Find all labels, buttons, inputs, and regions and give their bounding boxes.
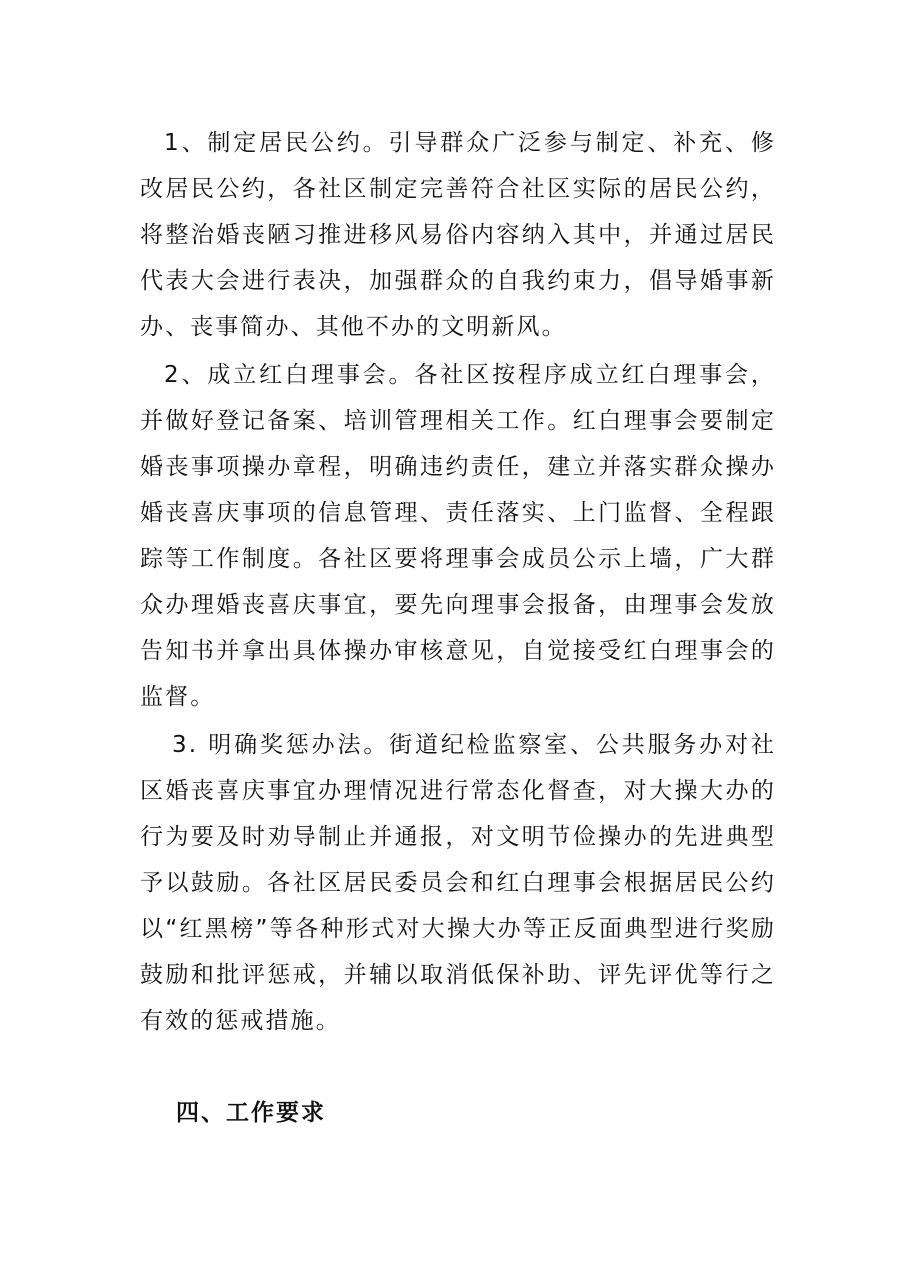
paragraph-council: 2、成立红白理事会。各社区按程序成立红白理事会，并做好登记备案、培训管理相关工作。红白理事会要制定婚丧事项操办章程，明确违约责任，建立并落实群众操办婚丧喜庆事项的信息管理、责任落实、上门监督、全程跟踪等工作制度。各社区要将理事会成员公示上墙，广大群众办理婚丧喜庆事宜，要先向理事会报备，由理事会发放告知书并拿出具体操办审核意见，自觉接受红白理事会的监督。 xyxy=(140,362,776,710)
document-body xyxy=(140,120,776,1044)
section-heading: 四、工作要求 xyxy=(176,1100,326,1126)
paragraph-resident-convention: 1、制定居民公约。引导群众广泛参与制定、补充、修改居民公约，各社区制定完善符合社区实际的居民公约，将整治婚丧陋习推进移风易俗内容纳入其中，并通过居民代表大会进行表决，加强群众的自我约束力，倡导婚事新办、丧事简办、其他不办的文明新风。 xyxy=(140,130,776,340)
paragraph-rewards-penalties: 3. 明确奖惩办法。街道纪检监察室、公共服务办对社区婚丧喜庆事宜办理情况进行常态化督查，对大操大办的行为要及时劝导制止并通报，对文明节俭操办的先进典型予以鼓励。各社区居民委员会和红白理事会根据居民公约以“红黑榜”等各种形式对大操大办等正反面典型进行奖励鼓励和批评惩戒，并辅以取消低保补助、评先评优等行之有效的惩戒措施。 xyxy=(140,732,776,1034)
